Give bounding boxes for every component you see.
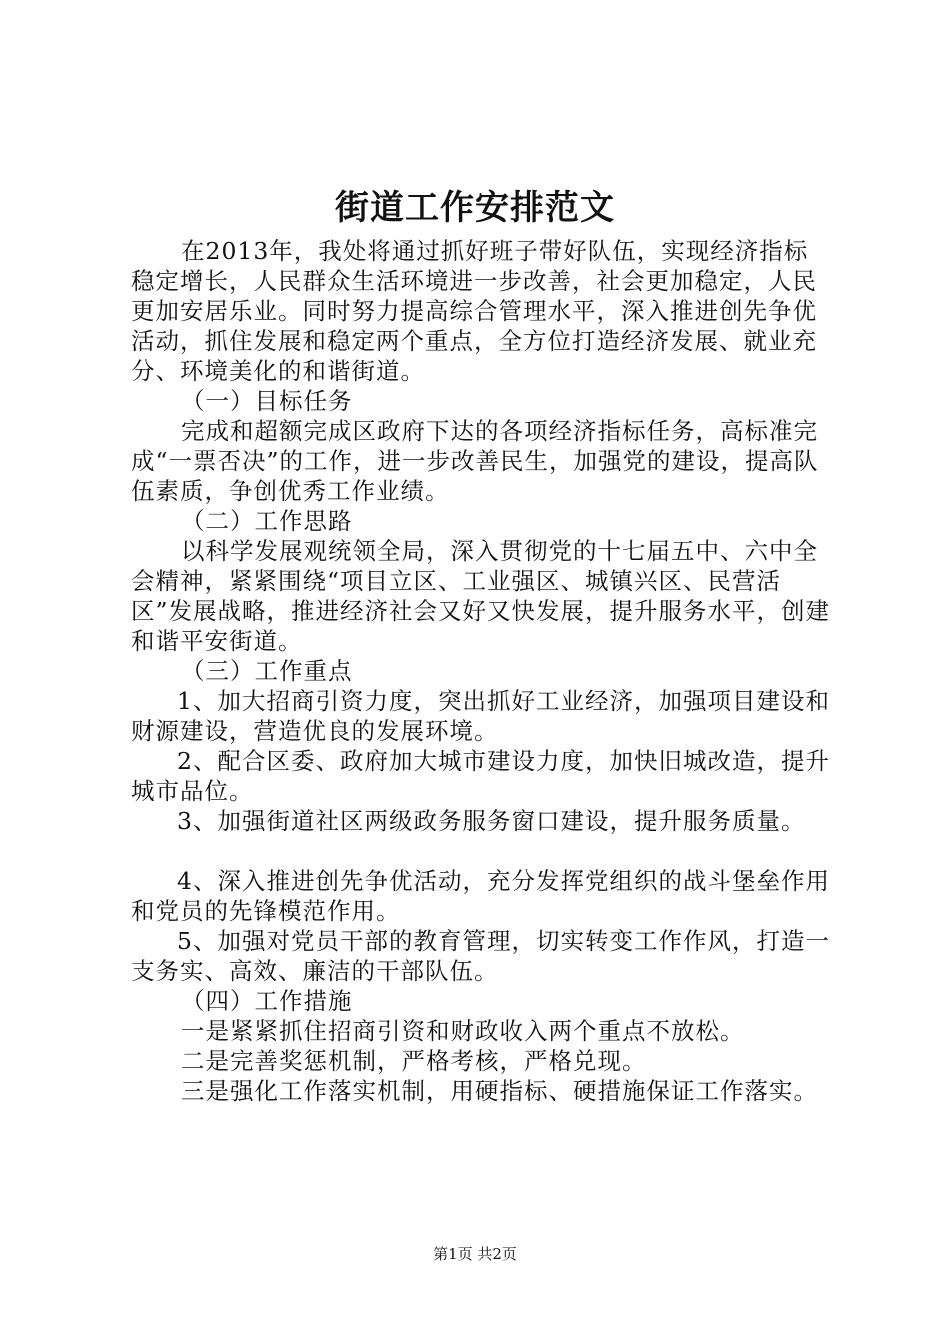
measure-item-3: 三是强化工作落实机制，用硬指标、硬措施保证工作落实。 bbox=[181, 1077, 818, 1105]
document-body bbox=[131, 236, 831, 1106]
page-footer: 第1页 共2页 bbox=[433, 1245, 517, 1263]
blank-line bbox=[131, 836, 831, 866]
section-heading-priorities: （三）工作重点 bbox=[181, 657, 353, 685]
section-heading-approach: （二）工作思路 bbox=[181, 507, 353, 535]
document-title: 街道工作安排范文 bbox=[335, 188, 615, 228]
priority-item-1: 1、加大招商引资力度，突出抓好工业经济，加强项目建设和财源建设，营造优良的发展环境。 bbox=[131, 687, 830, 745]
section-heading-goals: （一）目标任务 bbox=[181, 387, 353, 415]
section-heading-measures: （四）工作措施 bbox=[181, 987, 353, 1015]
priority-item-3: 3、加强街道社区两级政务服务窗口建设，提升服务质量。 bbox=[177, 807, 806, 835]
measure-item-2: 二是完善奖惩机制，严格考核，严格兑现。 bbox=[181, 1047, 647, 1075]
priority-item-2: 2、配合区委、政府加大城市建设力度，加快旧城改造，提升城市品位。 bbox=[131, 747, 830, 805]
intro-paragraph: 在2013年，我处将通过抓好班子带好队伍，实现经济指标稳定增长，人民群众生活环境进一步改善，社会更加稳定，人民更加安居乐业。同时努力提高综合管理水平，深入推进创先争优活动，抓住发展和稳定两个重点，全方位打造经济发展、就业充分、环境美化的和谐街道。 bbox=[131, 237, 817, 385]
measure-item-1: 一是紧紧抓住招商引资和财政收入两个重点不放松。 bbox=[181, 1017, 745, 1045]
approach-paragraph: 以科学发展观统领全局，深入贯彻党的十七届五中、六中全会精神，紧紧围绕“项目立区、工业强区、城镇兴区、民营活区”发展战略，推进经济社会又好又快发展，提升服务水平，创建和谐平安街道。 bbox=[131, 537, 831, 655]
goals-paragraph: 完成和超额完成区政府下达的各项经济指标任务，高标准完成“一票否决”的工作，进一步改善民生，加强党的建设，提高队伍素质，争创优秀工作业绩。 bbox=[131, 417, 819, 505]
priority-item-5: 5、加强对党员干部的教育管理，切实转变工作作风，打造一支务实、高效、廉洁的干部队伍。 bbox=[131, 927, 830, 985]
priority-item-4: 4、深入推进创先争优活动，充分发挥党组织的战斗堡垒作用和党员的先锋模范作用。 bbox=[131, 867, 830, 925]
